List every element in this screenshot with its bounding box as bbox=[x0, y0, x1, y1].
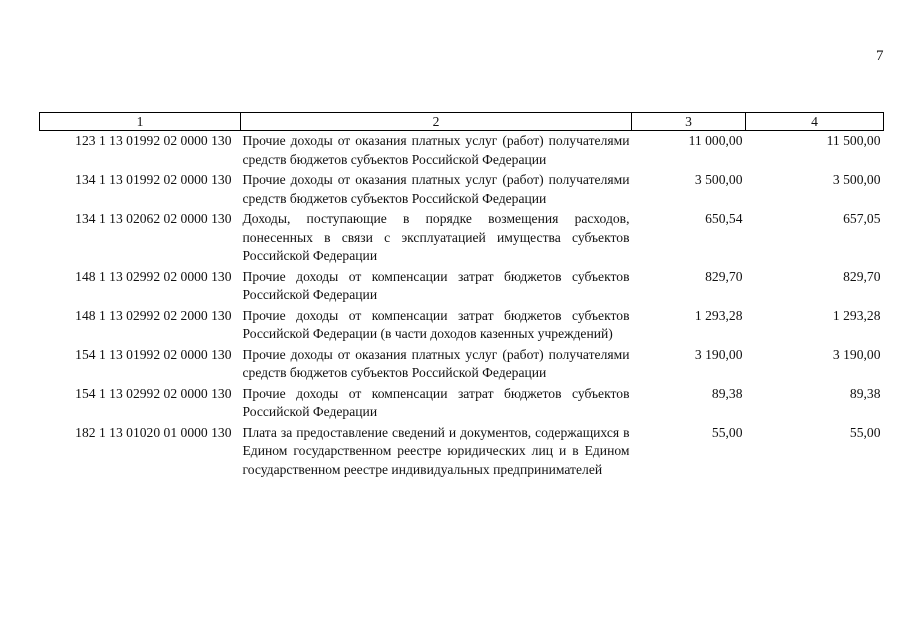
table-row bbox=[40, 384, 884, 423]
amount-column-4: 89,38 bbox=[849, 385, 881, 401]
table-row bbox=[40, 423, 884, 481]
amount-column-4: 657,05 bbox=[843, 211, 881, 226]
amount-column-4: 3 190,00 bbox=[832, 346, 881, 362]
amount-column-4: 829,70 bbox=[843, 268, 881, 284]
column-header-2: 2 bbox=[241, 113, 632, 131]
table-row bbox=[40, 170, 884, 209]
revenue-description: Прочие доходы от оказания платных услуг (работ) получателями средств бюджетов субъектов Российской Федерации bbox=[242, 172, 630, 206]
budget-code: 134 1 13 02062 02 0000 130 bbox=[75, 211, 232, 226]
revenue-description: Прочие доходы от оказания платных услуг (работ) получателями средств бюджетов субъектов Российской Федерации bbox=[242, 346, 630, 380]
amount-column-4: 3 500,00 bbox=[832, 172, 881, 187]
page-number: 7 bbox=[876, 48, 884, 64]
column-header-1: 1 bbox=[40, 113, 241, 131]
revenue-description: Плата за предоставление сведений и документов, содержащихся в Едином государственном реестре юридических лиц и в Едином государственном реестре индивидуальных предпринимателей bbox=[242, 424, 630, 477]
table-header-row bbox=[40, 113, 884, 131]
table-row bbox=[40, 131, 884, 171]
amount-column-3: 89,38 bbox=[711, 385, 743, 401]
amount-column-4: 55,00 bbox=[849, 424, 881, 440]
amount-column-3: 650,54 bbox=[705, 211, 743, 226]
budget-code: 154 1 13 02992 02 0000 130 bbox=[75, 385, 232, 401]
budget-code: 154 1 13 01992 02 0000 130 bbox=[75, 346, 232, 362]
amount-column-3: 3 500,00 bbox=[694, 172, 743, 187]
budget-code: 148 1 13 02992 02 0000 130 bbox=[75, 268, 232, 284]
budget-code: 148 1 13 02992 02 2000 130 bbox=[75, 307, 232, 323]
amount-column-3: 3 190,00 bbox=[694, 346, 743, 362]
amount-column-3: 11 000,00 bbox=[688, 133, 743, 148]
budget-code: 123 1 13 01992 02 0000 130 bbox=[75, 133, 232, 148]
budget-code: 182 1 13 01020 01 0000 130 bbox=[75, 424, 232, 440]
revenue-description: Прочие доходы от оказания платных услуг (работ) получателями средств бюджетов субъектов Российской Федерации bbox=[242, 133, 630, 167]
table-row bbox=[40, 306, 884, 345]
amount-column-3: 829,70 bbox=[705, 268, 743, 284]
table-row bbox=[40, 267, 884, 306]
amount-column-3: 55,00 bbox=[711, 424, 743, 440]
revenue-table bbox=[39, 112, 884, 480]
column-header-4: 4 bbox=[746, 113, 884, 131]
revenue-description: Доходы, поступающие в порядке возмещения расходов, понесенных в связи с эксплуатацией имущества субъектов Российской Федерации bbox=[242, 211, 630, 263]
amount-column-4: 1 293,28 bbox=[832, 307, 881, 323]
amount-column-3: 1 293,28 bbox=[694, 307, 743, 323]
amount-column-4: 11 500,00 bbox=[826, 133, 881, 148]
column-header-3: 3 bbox=[632, 113, 746, 131]
revenue-description: Прочие доходы от компенсации затрат бюджетов субъектов Российской Федерации (в части доходов казенных учреждений) bbox=[242, 307, 630, 341]
table-row bbox=[40, 345, 884, 384]
revenue-description: Прочие доходы от компенсации затрат бюджетов субъектов Российской Федерации bbox=[242, 268, 630, 302]
budget-code: 134 1 13 01992 02 0000 130 bbox=[75, 172, 232, 187]
revenue-description: Прочие доходы от компенсации затрат бюджетов субъектов Российской Федерации bbox=[242, 385, 630, 419]
table-row bbox=[40, 209, 884, 267]
